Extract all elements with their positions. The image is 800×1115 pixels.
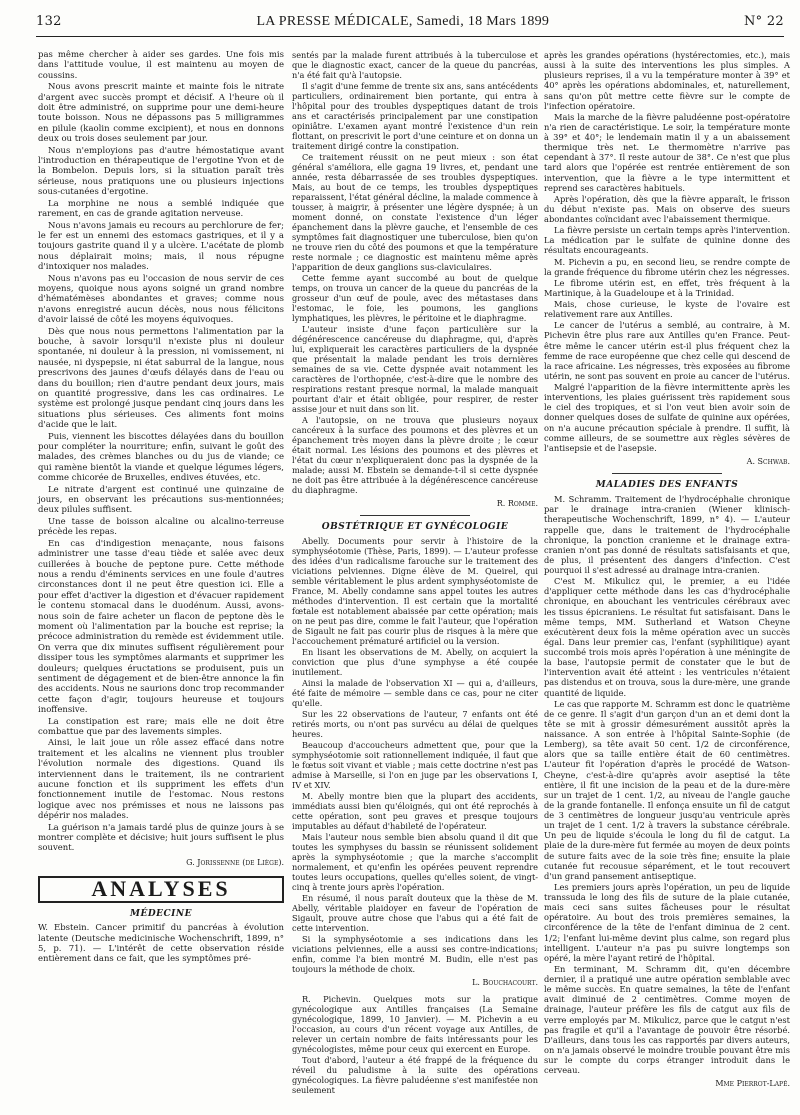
paragraph: après les grandes opérations (hystérectomies, etc.), mais aussi à la suite des interventions les plus simples. A plusieurs reprises, il a vu la température monter à 39° et 40° après les opérations abdominales, et, naturellement, sans qu'on pût mettre cette fièvre sur le compte de l'infection opératoire. xyxy=(544,50,790,111)
divider xyxy=(612,473,722,474)
author-signature: A. Schwab. xyxy=(746,456,790,466)
column-2 xyxy=(292,50,538,1110)
article-ebstein: W. Ebstein. Cancer primitif du pancréas à évolution latente (Deutsche medicinische Wochenschrift, 1899, n° 5, p. 71). — L'intérêt de cette observation réside entièrement dans ce fait, que les symptômes pré- xyxy=(38,923,284,965)
section-banner-analyses: ANALYSES xyxy=(38,876,284,902)
paragraph: Puis, viennent les biscottes délayées dans du bouillon pour compléter la nourriture; enfin, suivant le goût des malades, des crèmes blanches ou du jus de viande; ce qui ramène bientôt la viande et quelque légumes légers, comme chicorée de Bruxelles, endives étuvées, etc. xyxy=(38,431,284,484)
paragraph: Mais l'auteur nous semble bien absolu quand il dit que toutes les symphyses du bassin se réunissent solidement après la symphyséotomie ; que la marche s'accomplit normalement, et qu'enfin les opérées peuvent reprendre toutes leurs occupations, quelles qu'elles soient, de vingt-cinq à trente jours après l'opération. xyxy=(292,832,538,892)
paragraph: En terminant, M. Schramm dit, qu'en décembre dernier, il a pratiqué une autre opération semblable avec le même succès. En quatre semaines, la tête de l'enfant avait diminué de 2 centimètres. Comme moyen de drainage, l'auteur préfère les fils de catgut aux fils de verre employés par M. Mikulicz, parce que le catgut n'est pas fragile et qu'il a l'avantage de pouvoir être résorbé. D'ailleurs, dans tous les cas rapportés par divers auteurs, on n'a jamais observé le moindre trouble pouvant être mis sur le compte du corps étranger introduit dans le cerveau. xyxy=(544,963,790,1076)
paragraph: Le nitrate d'argent est continué une quinzaine de jours, en observant les précautions sus-mentionnées; deux pilules suffisent. xyxy=(38,484,284,516)
paragraph: Le cas que rapporte M. Schramm est donc le quatrième de ce genre. Il s'agit d'un garçon d'un an et demi dont la tête se mit à grossir démesurément aussitôt après la naissance. A son entrée à l'hôpital Sainte-Sophie (de Lemberg), sa tête avait 50 cent. 1/2 de circonférence, alors que sa taille entière était de 60 centimètres. L'auteur fit l'opération d'après le procédé de Watson-Cheyne, c'est-à-dire qu'après avoir aseptisé la tête entière, il fit une incision de la peau et de la dure-mère sur un trajet de 1 cent. 1/2, au niveau de l'angle gauche de la grande fontanelle. Il enfonça ensuite un fil de catgut de 3 centimètres de longueur jusqu'au ventricule après un trajet de 1 cent. 1/2 à travers la substance cérébrale. Un peu de liquide s'écoula le long du fil de catgut. La plaie de la dure-mère fut fermée au moyen de deux points de suture faits avec de la soie très fine; ensuite la plaie cutanée fut recousue séparément, et le tout recouvert d'un grand pansement antiseptique. xyxy=(544,698,790,881)
section-heading-medecine: MÉDECINE xyxy=(130,908,192,919)
article-schramm: M. Schramm. Traitement de l'hydrocéphalie chronique par le drainage intra-cranien (Wiener klinisch-therapeutische Wochenschrift, 1899, n° 4). — L'auteur rappelle que, dans le traitement de l'hydrocéphalie chronique, la ponction cranienne et le drainage extra-cranien n'ont pas donné de résultats satisfaisants et que, de plus, il présentent des dangers d'infection. C'est pourquoi il s'est adressé au drainage intra-cranien. xyxy=(544,494,790,575)
issue-number: N° 22 xyxy=(743,14,784,29)
paragraph: Ce traitement réussit on ne peut mieux : son état général s'améliora, elle gagna 19 livres, et, pendant une année, resta débarrassée de ses troubles dyspeptiques. Mais, au bout de ce temps, les troubles dyspeptiques reparaissent, l'état général décline, la malade commence à tousser, à maigrir, à présenter une légère dyspnée; à un moment donné, on constate l'existence d'un léger épanchement dans la plèvre gauche, et l'ensemble de ces symptômes fait diagnostiquer une tuberculose, bien qu'on ne trouve rien du côté des poumons et que la température reste normale ; ce diagnostic est maintenu même après l'apparition de deux ganglions sus-claviculaires. xyxy=(292,152,538,272)
paragraph: Beaucoup d'accoucheurs admettent que, pour que la symphyséotomie soit rationnellement indiquée, il faut que le fœtus soit vivant et viable ; mais cette doctrine n'est pas admise à Marseille, si l'on en juge par les observations I, IV et XIV. xyxy=(292,740,538,790)
page-header xyxy=(36,14,784,37)
section-heading-obstetrique: OBSTÉTRIQUE ET GYNÉCOLOGIE xyxy=(321,522,509,532)
column-3 xyxy=(544,50,790,1110)
article-abelly: Abelly. Documents pour servir à l'histoire de la symphyséotomie (Thèse, Paris, 1899). — L'auteur professe des idées d'un radicalisme farouche sur le traitement des viciations pelviennes. Digne élève de M. Queirel, qui semble véritablement le plus ardent symphyséotomiste de France, M. Abelly condamne sans appel toutes les autres méthodes d'intervention. Il est certain que la mortalité fœtale est notablement abaissée par cette opération; mais on ne peut pas dire, comme le fait l'auteur, que l'opération de Sigault ne fait pas courir plus de risques à la mère que l'accouchement prématuré artificiel ou la version. xyxy=(292,536,538,646)
paragraph: sentés par la malade furent attribués à la tuberculose et que le diagnostic exact, cancer de la queue du pancréas, n'a été fait qu'à l'autopsie. xyxy=(292,50,538,80)
paragraph: Nous n'employions pas d'autre hémostatique avant l'introduction en thérapeutique de l'ergotine Yvon et de la Bombelon. Depuis lors, si la situation paraît très sérieuse, nous pratiquons une ou plusieurs injections sous-cutanées d'ergotine. xyxy=(38,145,284,198)
paragraph: En cas d'indigestion menaçante, nous faisons administrer une tasse d'eau tiède et salée avec deux cuillerées à bouche de peptone pure. Cette méthode nous a rendu d'éminents services en une foule d'autres circonstances dont il ne peut être question ici. Elle a pour effet d'activer la digestion et d'évacuer rapidement le contenu stomacal dans le duodénum. Aussi, avons-nous soin de faire acheter un flacon de peptone dès le moment où l'alimentation par la bouche est reprise; la précoce administration du remède est évidemment utile. On verra que dix minutes suffisent régulièrement pour dissiper tous les symptômes alarmants et supprimer les douleurs; quelques éructations se produisent, puis un sentiment de dégagement et de bien-être annonce la fin des accidents. Nous ne saurions donc trop recommander cette façon d'agir, toujours heureuse et toujours inoffensive. xyxy=(38,538,285,716)
paragraph: pas même chercher à aider ses gardes. Une fois mis dans l'attitude voulue, il est maintenu au moyen de coussins. xyxy=(38,50,284,81)
paragraph: Le fibrome utérin est, en effet, très fréquent à la Martinique, à la Guadeloupe et à la Trinidad. xyxy=(544,277,790,298)
author-signature: G. Jorissenne (de Liège). xyxy=(186,857,284,867)
paragraph: En lisant les observations de M. Abelly, on acquiert la conviction que plus d'une symphyse a été coupée inutilement. xyxy=(292,647,538,677)
paragraph: C'est M. Mikulicz qui, le premier, a eu l'idée d'appliquer cette méthode dans les cas d'hydrocéphalie chronique, en abouchant les ventricules cérébraux avec les tissus épicraniens. Le résultat fut satisfaisant. Dans le même temps, MM. Sutherland et Watson Cheyne exécutèrent deux fois la même opération avec un succès égal. Dans leur premier cas, l'enfant (syphilitique) ayant succombé trois mois après l'opération à une méningite de la base, l'autopsie permit de constater que le but de l'intervention avait été atteint : les ventricules n'étaient pas distendus et on trouva, sous la dure-mère, une grande quantité de liquide. xyxy=(544,576,790,698)
column-1 xyxy=(38,50,284,1110)
paragraph: Ainsi, le lait joue un rôle assez effacé dans notre traitement et les alcalins ne viennent plus troubler l'évolution normale des digestions. Quand ils interviennent dans le traitement, ils ne contrarient aucune fonction et ils suppriment les effets d'un fonctionnement inutile de l'estomac. Nous restons logique avec nos prémisses et nous ne laissons pas dépérir nos malades. xyxy=(38,738,284,822)
paragraph: Malgré l'apparition de la fièvre intermittente après les interventions, les plaies guérissent très rapidement sous le ciel des tropiques, et si l'on veut bien avoir soin de donner quelques doses de sulfate de quinine aux opérées, on n'a aucune précaution spéciale à prendre. Il suffit, là comme ailleurs, de se soumettre aux règles sévères de l'antisepsie et de l'asepsie. xyxy=(544,382,790,453)
page-number: 132 xyxy=(36,14,62,29)
paragraph: La morphine ne nous a semblé indiquée que rarement, en cas de grande agitation nerveuse. xyxy=(38,198,284,220)
paragraph: La fièvre persiste un certain temps après l'intervention. La médication par le sulfate de quinine donne des résultats encourageants. xyxy=(544,225,790,256)
paragraph: Mais la marche de la fièvre paludéenne post-opératoire n'a rien de caractéristique. Le soir, la température monte à 39° et 40°; le lendemain matin il y a un abaissement thermique très net. Le thermomètre n'arrive pas cependant à 37°. Il reste autour de 38°. Ce n'est que plus tard alors que l'opérée est rentrée entièrement de son intervention, que la fièvre a le type intermittent et reprend ses caractères habituels. xyxy=(544,111,790,193)
paragraph: Nous n'avons pas eu l'occasion de nous servir de ces moyens, quoique nous ayons soigné un grand nombre d'hématémèses abondantes et graves; comme nous n'avons enregistré aucun décès, nous nous félicitons d'avoir laissé de côté les moyens équivoques. xyxy=(38,273,284,326)
paragraph: Si la symphyséotomie a ses indications dans les viciations pelviennes, elle a aussi ses contre-indications; enfin, comme l'a bien montré M. Budin, elle n'est pas toujours la méthode de choix. xyxy=(292,934,538,974)
paragraph: Nous avons prescrit mainte et mainte fois le nitrate d'argent avec succès prompt et décisif. A l'heure où il doit être administré, on supprime pour une demi-heure toute boisson. Nous ne dépassons pas 5 milligrammes en pilule (kaolin comme excipient), et nous en donnons deux ou trois doses seulement par jour. xyxy=(38,82,284,145)
paragraph: Il s'agit d'une femme de trente six ans, sans antécédents particuliers, ordinairement bien portante, qui entra à l'hôpital pour des troubles dyspeptiques datant de trois ans et caractérisés principalement par une constipation opiniâtre. L'examen ayant montré l'existence d'un rein flottant, on prescrivit le port d'une ceinture et on donna un traitement dirigé contre la constipation. xyxy=(292,81,538,151)
paragraph: L'auteur insiste d'une façon particulière sur la dégénérescence cancéreuse du diaphragme, qui, d'après lui, expliquerait les caractères particuliers de la dyspnée que présentait la malade pendant les trois dernières semaines de sa vie. Cette dyspnée avait notamment les caractères de l'orthopnée, c'est-à-dire que le nombre des respirations restant presque normal, la malade manquait pourtant d'air et était obligée, pour respirer, de rester assise jour et nuit dans son lit. xyxy=(292,324,538,414)
paragraph: M. Pichevin a pu, en second lieu, se rendre compte de la grande fréquence du fibrome utérin chez les négresses. xyxy=(544,256,790,277)
paragraph: A l'autopsie, on ne trouva que plusieurs noyaux cancéreux à la surface des poumons et des plèvres et un épanchement très moyen dans la plèvre droite ; le cœur était normal. Les lésions des poumons et des plèvres et l'état du cœur n'expliqueraient donc pas la dyspnée de la malade; aussi M. Ebstein se demande-t-il si cette dyspnée ne doit pas être attribuée à la dégénérescence cancéreuse du diaphragme. xyxy=(292,415,538,495)
paragraph: Cette femme ayant succombé au bout de quelque temps, on trouva un cancer de la queue du pancréas de la grosseur d'un œuf de poule, avec des métastases dans l'estomac, le foie, les poumons, les ganglions lymphatiques, les plèvres, le péritoine et le diaphragme. xyxy=(292,273,538,323)
paragraph: Le cancer de l'utérus a semblé, au contraire, à M. Pichevin être plus rare aux Antilles qu'en France. Peut-être même le cancer utérin est-il plus fréquent chez la femme de race européenne que chez celle qui descend de la race africaine. Les négresses, très exposées au fibrome utérin, ne sont pas souvent en proie au cancer de l'utérus. xyxy=(544,320,790,381)
paragraph: Dès que nous nous permettons l'alimentation par la bouche, à savoir lorsqu'il n'existe plus ni douleur spontanée, ni douleur à la pression, ni vomissement, ni nausée, ni dyspepsie, ni état saburral de la langue, nous prescrivons des jaunes d'œufs délayés dans de l'eau ou dans du bouillon; rien d'autre pendant deux jours, mais on quantité progressive, dans les cas ordinaires. Le système est prolongé jusque pendant cinq jours dans les situations plus sérieuses. Ces aliments font moins d'acide que le lait. xyxy=(38,326,284,431)
paragraph: Ainsi la malade de l'observation XI — qui a, d'ailleurs, été faite de mémoire — semble dans ce cas, pour ne citer qu'elle. xyxy=(292,678,538,708)
paragraph: Sur les 22 observations de l'auteur, 7 enfants ont été retirés morts, ou n'ont pas survécu au délai de quelques heures. xyxy=(292,709,538,739)
paragraph: La constipation est rare; mais elle ne doit être combattue que par des lavements simples. xyxy=(38,716,284,737)
paragraph: Les premiers jours après l'opération, un peu de liquide transsuda le long des fils de suture de la plaie cutanée, mais ceci sans suites fâcheuses pour le résultat opératoire. Au bout des trois premières semaines, la circonférence de la tête de l'enfant diminua de 2 cent. 1/2; l'enfant lui-même devint plus calme, son regard plus intelligent. L'auteur n'a pas pu suivre longtemps son opéré, la mère l'ayant retiré de l'hôpital. xyxy=(544,881,790,963)
divider xyxy=(360,515,470,516)
paragraph: Après l'opération, dès que la fièvre apparaît, le frisson du début n'existe pas. Mais on observe des sueurs abondantes coïncidant avec l'abaissement thermique. xyxy=(544,193,790,224)
section-heading-enfants: MALADIES DES ENFANTS xyxy=(595,480,739,490)
paragraph: Nous n'avons jamais eu recours au perchlorure de fer; le fer est un ennemi des estomacs gastriques, et il y a toujours gastrite quand il y a ulcère. L'acétate de plomb nous déplairait moins; mais, il nous répugne d'intoxiquer nos malades. xyxy=(38,220,284,273)
paragraph: La guérison n'a jamais tardé plus de quinze jours à se montrer complète et décisive; huit jours suffisent le plus souvent. xyxy=(38,822,284,854)
paragraph: Une tasse de boisson alcaline ou alcalino-terreuse précède les repas. xyxy=(38,516,284,538)
journal-title: LA PRESSE MÉDICALE, Samedi, 18 Mars 1899 xyxy=(256,14,550,29)
article-pichevin: R. Pichevin. Quelques mots sur la pratique gynécologique aux Antilles françaises (La Semaine gynécologique, 1899, 10 Janvier). — M. Pichevin a eu l'occasion, au cours d'un récent voyage aux Antilles, de relever un certain nombre de faits intéressants pour les gynécologistes, même pour ceux qui exercent en Europe. xyxy=(292,994,538,1054)
paragraph: Tout d'abord, l'auteur a été frappé de la fréquence du réveil du paludisme à la suite des opérations gynécologiques. La fièvre paludéenne s'est manifestée non seulement xyxy=(292,1055,538,1095)
paragraph: Mais, chose curieuse, le kyste de l'ovaire est relativement rare aux Antilles. xyxy=(544,299,790,320)
author-signature: R. Romme. xyxy=(496,499,538,508)
paragraph: M. Abelly montre bien que la plupart des accidents, immédiats aussi bien qu'éloignés, qui ont été reprochés à cette opération, sont peu graves et presque toujours imputables au défaut d'habileté de l'opérateur. xyxy=(292,791,538,831)
author-signature: Mme Pierrot-Lapé. xyxy=(715,1079,790,1089)
author-signature: L. Bouchacourt. xyxy=(472,978,538,987)
paragraph: En résumé, il nous paraît douteux que la thèse de M. Abelly, véritable plaidoyer en faveur de l'opération de Sigault, prouve autre chose que l'abus qui a été fait de cette intervention. xyxy=(292,893,538,933)
